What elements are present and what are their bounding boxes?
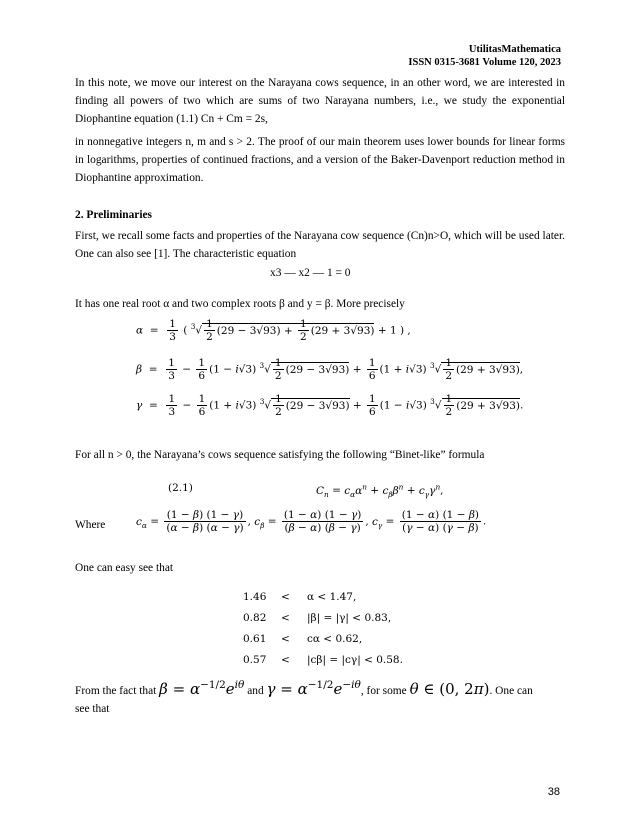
- section-heading: 2. Preliminaries: [75, 209, 152, 221]
- text-see-that: see that: [75, 703, 110, 715]
- binet-label: (2.1): [168, 482, 193, 494]
- bound-op: <: [281, 654, 290, 666]
- bound-low: 0.61: [243, 633, 267, 645]
- bound-row: [243, 650, 403, 671]
- prelim-paragraph-3: For all n > 0, the Narayana’s cows sequence satisfying the following “Binet-like” formula: [75, 449, 485, 461]
- intro-paragraph-2: in nonnegative integers n, m and s > 2. The proof of our main theorem uses lower bounds for linear forms in logarithms, properties of continued fractions, and a version of the Baker-Davenport reduction method in Diophantine approximation.: [75, 136, 565, 184]
- final-paragraph: [75, 676, 565, 718]
- prelim-paragraph-1: First, we recall some facts and properties of the Narayana cow sequence (Cn)n>O, which will be used later. One can also see [1]. The characteristic equation: [75, 230, 565, 260]
- gamma-formula: γ = $\frac{1}{3}$ − $\frac{1}{6}$ (1 + i√3) $^3$√ $\frac{1}{2}$ (29 − 3√93) + $\frac{1}{6}$ (1 − i√3) $^3$√ $\frac{1}{2}$ (29 + 3√93).: [136, 393, 524, 418]
- beta-relation: $\beta = \alpha^{-1/2}e^{i\theta}$: [159, 679, 245, 698]
- where-label: Where: [75, 519, 106, 531]
- text-for-some: , for some: [360, 685, 407, 697]
- bound-row: [243, 629, 403, 650]
- bound-expr: α < 1.47,: [307, 591, 357, 603]
- journal-name: UtilitasMathematica: [468, 44, 561, 55]
- text-one-can: . One can: [489, 685, 533, 697]
- bound-expr: |β| = |γ| < 0.83,: [307, 612, 392, 624]
- theta-interval: θ ∈ (0, 2π): [409, 680, 490, 698]
- text-and: and: [247, 685, 264, 697]
- bound-row: [243, 587, 403, 608]
- prelim-paragraph-4: One can easy see that: [75, 562, 174, 574]
- page-number: 38: [547, 786, 560, 798]
- alpha-formula: α = $\frac{1}{3}$ ( $^3$√ $\frac{1}{2}$ (29 − 3√93) + $\frac{1}{2}$ (29 + 3√93) + 1 ) ,: [136, 318, 411, 343]
- beta-formula: β = $\frac{1}{3}$ − $\frac{1}{6}$ (1 − i√3) $^3$√ $\frac{1}{2}$ (29 − 3√93) + $\frac{1}{6}$ (1 + i√3) $^3$√ $\frac{1}{2}$ (29 + 3√93),: [136, 357, 524, 382]
- bound-op: <: [281, 612, 290, 624]
- journal-header: [408, 43, 561, 69]
- binet-formula: $C_n = c_\alpha\alpha^n + c_\beta\beta^n + c_\gamma\gamma^n$,: [316, 482, 444, 499]
- bound-op: <: [281, 633, 290, 645]
- text-from-fact: From the fact that: [75, 685, 157, 697]
- intro-paragraph-1: In this note, we move our interest on the Narayana cows sequence, in an other word, we are interested in finding all powers of two which are sums of two Narayana numbers, i.e., we study the exponential Diophantine equation (1.1) Cn + Cm = 2s,: [75, 77, 565, 125]
- bound-op: <: [281, 591, 290, 603]
- journal-issn: ISSN 0315-3681 Volume 120, 2023: [408, 57, 561, 68]
- bound-low: 0.82: [243, 612, 267, 624]
- bound-low: 1.46: [243, 591, 267, 603]
- bound-row: [243, 608, 403, 629]
- bounds-table: [243, 587, 403, 671]
- characteristic-equation: x3 — x2 — 1 = 0: [270, 267, 351, 279]
- bound-expr: |cβ| = |cγ| < 0.58.: [307, 654, 403, 666]
- gamma-relation: $\gamma = \alpha^{-1/2}e^{-i\theta}$: [266, 679, 361, 698]
- bound-expr: cα < 0.62,: [307, 633, 363, 645]
- bound-low: 0.57: [243, 654, 267, 666]
- coefficients-formula: $c_\alpha$ = $\frac{(1 - \beta) (1 - \gamma)}{(\alpha - \beta) (\alpha - \gamma)}$ , $c_\beta$ = $\frac{(1 - \alpha) (1 - \gamma)}{(\beta - \alpha) (\beta - \gamma)}$ , $c_\gamma$ = $\frac{(1 - \alpha) (1 - \beta)}{(\gamma - \alpha) (\gamma - \beta)}$ .: [136, 509, 487, 534]
- prelim-paragraph-2: It has one real root α and two complex roots β and y = β. More precisely: [75, 298, 405, 310]
